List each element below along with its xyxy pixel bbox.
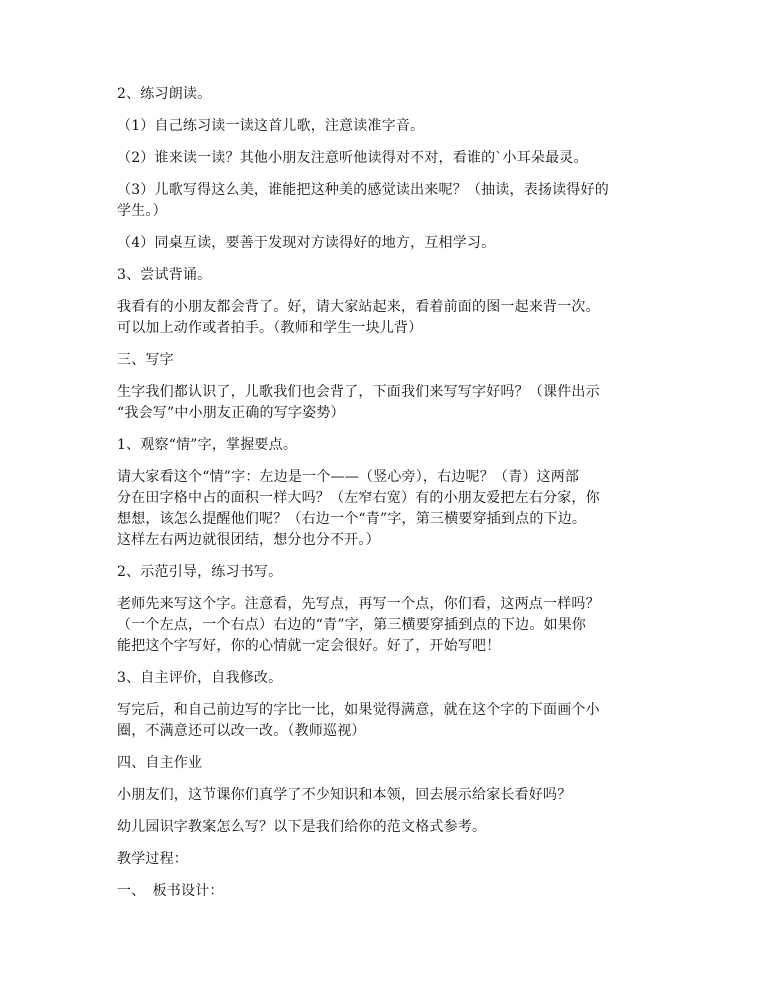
paragraph (117, 785, 657, 806)
paragraph (117, 817, 657, 838)
text-line: 请大家看这个“情”字：左边是一个——（竖心旁），右边呢？（青）这两部 (117, 469, 580, 485)
text-line: 我看有的小朋友都会背了。好，请大家站起来，看着前面的图一起来背一次。 (117, 299, 600, 315)
text-line: （3）儿歌写得这么美，谁能把这种美的感觉读出来呢？（抽读，表扬读得好的 (117, 182, 609, 198)
document-page (117, 84, 657, 913)
paragraph (117, 297, 657, 339)
section-heading (117, 753, 657, 774)
paragraph (117, 180, 657, 222)
text-line: 生字我们都认识了，儿歌我们也会背了，下面我们来写写字好吗？（课件出示 (117, 384, 600, 400)
text-line: 小朋友们，这节课你们真学了不少知识和本领，回去展示给家长看好吗？ (117, 787, 572, 803)
text-line: 可以加上动作或者拍手。（教师和学生一块儿背） (117, 320, 423, 336)
paragraph (117, 84, 657, 105)
text-line: 三、写字 (117, 352, 174, 368)
paragraph (117, 435, 657, 456)
paragraph (117, 700, 657, 742)
text-line: 圈，不满意还可以改一改。（教师巡视） (117, 723, 366, 739)
text-line: （一个左点，一个右点）右边的“青”字，第三横要穿插到点的下边。如果你 (117, 617, 587, 633)
text-line: 分在田字格中占的面积一样大吗？（左窄右宽）有的小朋友爱把左右分家，你 (117, 490, 600, 506)
text-line: （1）自己练习读一读这首儿歌，注意读准字音。 (117, 118, 425, 134)
paragraph (117, 668, 657, 689)
paragraph (117, 148, 657, 169)
text-line: 3、自主评价，自我修改。 (117, 670, 283, 686)
text-line: 3、尝试背诵。 (117, 267, 212, 283)
text-line: 能把这个字写好，你的心情就一定会很好。好了，开始写吧！ (117, 638, 501, 654)
section-heading (117, 350, 657, 371)
text-line: 2、示范引导，练习书写。 (117, 564, 283, 580)
text-line: （4）同桌互读，要善于发现对方读得好的地方，互相学习。 (117, 235, 496, 251)
text-line: 教学过程： (117, 851, 188, 867)
paragraph (117, 849, 657, 870)
text-line: 写完后，和自己前边写的字比一比，如果觉得满意，就在这个字的下面画个小 (117, 702, 600, 718)
paragraph (117, 467, 657, 551)
text-line: “我会写”中小朋友正确的写字姿势） (117, 405, 345, 421)
text-line: 学生。） (117, 203, 167, 219)
paragraph (117, 562, 657, 583)
paragraph (117, 594, 657, 657)
text-line: 想想，该怎么提醒他们呢？（右边一个“青”字，第三横要穿插到点的下边。 (117, 511, 587, 527)
text-line: 1、观察“情”字，掌握要点。 (117, 437, 298, 453)
text-line: 2、练习朗读。 (117, 86, 212, 102)
paragraph (117, 881, 657, 902)
paragraph (117, 116, 657, 137)
paragraph (117, 265, 657, 286)
paragraph (117, 233, 657, 254)
text-line: 一、 板书设计： (117, 883, 224, 899)
text-line: 这样左右两边就很团结，想分也分不开。） (117, 532, 380, 548)
text-line: 老师先来写这个字。注意看，先写点，再写一个点，你们看，这两点一样吗？ (117, 596, 600, 612)
text-line: 幼儿园识字教案怎么写？以下是我们给你的范文格式参考。 (117, 819, 487, 835)
text-line: （2）谁来读一读？其他小朋友注意听他读得对不对，看谁的`小耳朵最灵。 (117, 150, 588, 166)
text-line: 四、自主作业 (117, 755, 203, 771)
paragraph (117, 382, 657, 424)
